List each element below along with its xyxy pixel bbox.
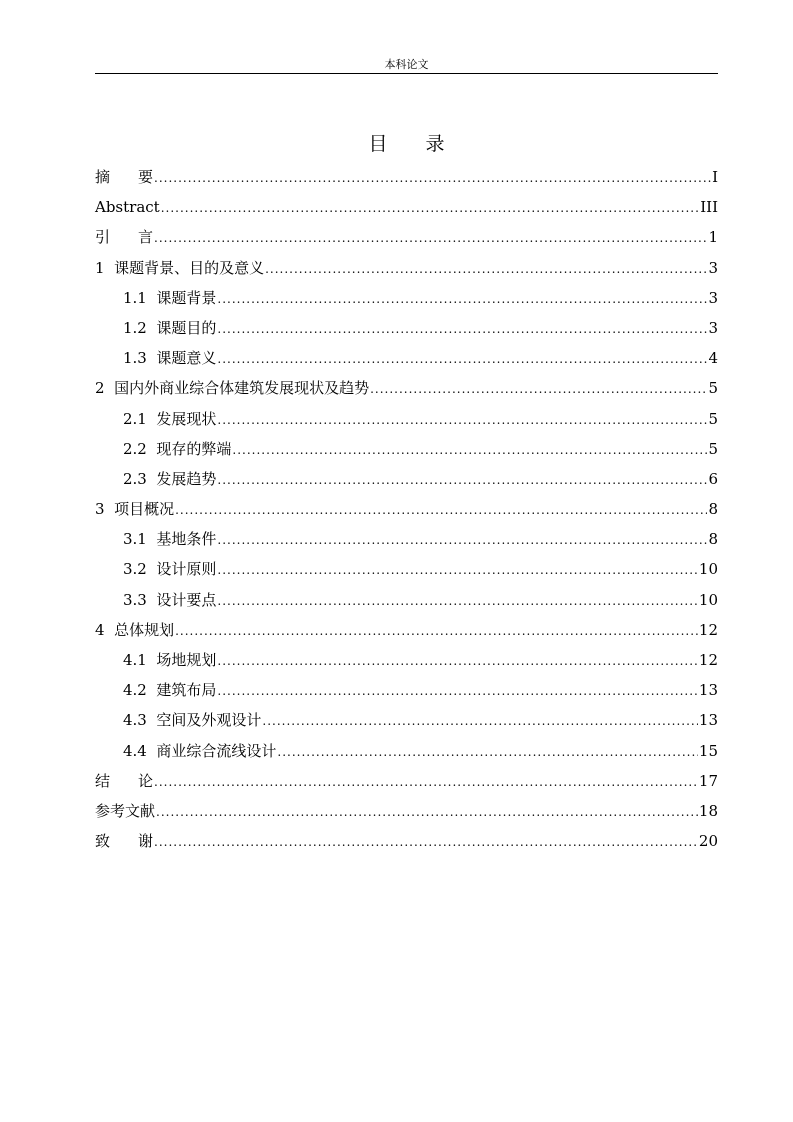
toc-entry-label: 3.2 设计原则 bbox=[123, 560, 217, 579]
toc-entry[interactable] bbox=[95, 826, 718, 856]
toc-entry-page: 13 bbox=[698, 711, 718, 730]
running-header bbox=[95, 56, 718, 74]
toc-entry-label: 引 言 bbox=[95, 228, 153, 247]
toc-entry-leader bbox=[156, 797, 698, 827]
toc-entry-leader bbox=[217, 465, 707, 495]
toc-entry-page: 13 bbox=[698, 681, 718, 700]
toc-entry[interactable] bbox=[95, 766, 718, 796]
toc-entry[interactable] bbox=[95, 343, 718, 373]
toc-entry-leader bbox=[175, 616, 698, 646]
toc-entry-leader bbox=[175, 495, 707, 525]
toc-entry-page: 12 bbox=[698, 651, 718, 669]
toc-entry-leader bbox=[262, 706, 698, 736]
toc-entry-leader bbox=[154, 827, 698, 857]
toc-entry-label: 2.3 发展趋势 bbox=[123, 469, 217, 488]
toc-entry-leader bbox=[217, 555, 698, 585]
toc-entry[interactable] bbox=[95, 554, 718, 584]
toc-entry-label: 4.3 空间及外观设计 bbox=[123, 711, 262, 730]
toc-entry-label: 4.4 商业综合流线设计 bbox=[123, 741, 277, 760]
toc-entry-label: 2.1 发展现状 bbox=[123, 409, 217, 428]
toc-entry-page: 5 bbox=[708, 439, 718, 458]
toc-entry[interactable] bbox=[95, 585, 718, 615]
toc-entry-page: 17 bbox=[698, 771, 718, 790]
toc-entry-page: 8 bbox=[708, 530, 718, 549]
toc-entry-label: 4.1 场地规划 bbox=[123, 651, 217, 669]
toc-entry-page: 5 bbox=[708, 409, 718, 428]
toc-entry-page: 8 bbox=[708, 500, 718, 519]
toc-entry[interactable] bbox=[95, 192, 718, 222]
toc-entry[interactable] bbox=[95, 373, 718, 403]
toc-entry[interactable] bbox=[95, 736, 718, 766]
toc-entry-leader bbox=[217, 344, 707, 374]
toc-entry-leader bbox=[154, 163, 711, 193]
toc-entry[interactable] bbox=[95, 253, 718, 283]
toc-entry-leader bbox=[161, 193, 700, 223]
toc-entry[interactable] bbox=[95, 313, 718, 343]
toc-entry-label: 1.1 课题背景 bbox=[123, 288, 217, 307]
toc-entry[interactable] bbox=[95, 494, 718, 524]
toc-entry-page: 3 bbox=[708, 288, 718, 307]
toc-entry[interactable] bbox=[95, 675, 718, 705]
toc-entry-leader bbox=[217, 676, 698, 706]
toc-entry[interactable] bbox=[95, 705, 718, 735]
running-header-text: 本科论文 bbox=[384, 58, 429, 71]
toc-entry-label: 2.2 现存的弊端 bbox=[123, 439, 232, 458]
toc-entry-page: 12 bbox=[698, 620, 718, 639]
toc-entry[interactable] bbox=[95, 524, 718, 554]
toc-entry-page: 6 bbox=[708, 469, 718, 488]
toc-entry-page: 3 bbox=[708, 258, 718, 277]
toc-entry-page: 4 bbox=[708, 349, 718, 368]
toc-entry-leader bbox=[154, 767, 698, 797]
toc-entry-leader bbox=[217, 646, 698, 676]
toc-entry-label: 3.3 设计要点 bbox=[123, 590, 217, 609]
toc-entry-page: 10 bbox=[698, 590, 718, 609]
toc-title bbox=[95, 130, 718, 158]
toc-entry-label: 结 论 bbox=[95, 771, 153, 790]
toc-entry-leader bbox=[154, 223, 707, 253]
toc-entry-leader bbox=[217, 314, 707, 344]
toc-entry-label: 1 课题背景、目的及意义 bbox=[95, 258, 265, 277]
toc-entry-leader bbox=[217, 405, 707, 435]
toc-title-right: 录 bbox=[425, 133, 445, 155]
toc-entry-label: 致 谢 bbox=[95, 832, 153, 851]
toc-entry-label: 4.2 建筑布局 bbox=[123, 681, 217, 700]
toc-entry[interactable] bbox=[95, 162, 718, 192]
toc-entry-label: 4 总体规划 bbox=[95, 620, 175, 639]
toc-entry-page: 3 bbox=[708, 318, 718, 337]
toc-entry[interactable] bbox=[95, 796, 718, 826]
toc-entry-label: Abstract bbox=[95, 198, 160, 217]
toc-entry-leader bbox=[265, 254, 707, 284]
toc-entry-label: 1.3 课题意义 bbox=[123, 349, 217, 368]
toc-entry-page: 5 bbox=[708, 379, 718, 398]
toc-entry-leader bbox=[370, 374, 707, 404]
toc-entry[interactable] bbox=[95, 464, 718, 494]
toc-entry-page: 18 bbox=[698, 801, 718, 820]
toc-entry-label: 1.2 课题目的 bbox=[123, 318, 217, 337]
toc-entry-leader bbox=[217, 284, 707, 314]
toc-entry[interactable] bbox=[95, 434, 718, 464]
toc-entry[interactable] bbox=[95, 222, 718, 252]
toc-entry-leader bbox=[277, 737, 698, 767]
toc-title-left: 目 bbox=[368, 133, 388, 155]
toc-entry-leader bbox=[217, 586, 698, 616]
toc-entry-page: I bbox=[712, 168, 718, 186]
toc-entry-label: 摘 要 bbox=[95, 168, 153, 186]
toc-entry-label: 2 国内外商业综合体建筑发展现状及趋势 bbox=[95, 379, 370, 398]
toc-entry-page: 1 bbox=[708, 228, 718, 247]
toc-entry[interactable] bbox=[95, 615, 718, 645]
toc-entry-label: 3 项目概况 bbox=[95, 500, 175, 519]
toc-entry[interactable] bbox=[95, 283, 718, 313]
toc-entry[interactable] bbox=[95, 645, 718, 675]
toc-entry[interactable] bbox=[95, 404, 718, 434]
toc-entry-label: 3.1 基地条件 bbox=[123, 530, 217, 549]
toc-entry-page: 10 bbox=[698, 560, 718, 579]
toc-entry-page: 20 bbox=[698, 832, 718, 851]
toc-entry-page: 15 bbox=[698, 741, 718, 760]
toc-entry-page: III bbox=[700, 198, 718, 217]
table-of-contents bbox=[95, 162, 718, 856]
toc-entry-leader bbox=[232, 435, 707, 465]
toc-entry-label: 参考文献 bbox=[95, 801, 156, 820]
toc-entry-leader bbox=[217, 525, 707, 555]
